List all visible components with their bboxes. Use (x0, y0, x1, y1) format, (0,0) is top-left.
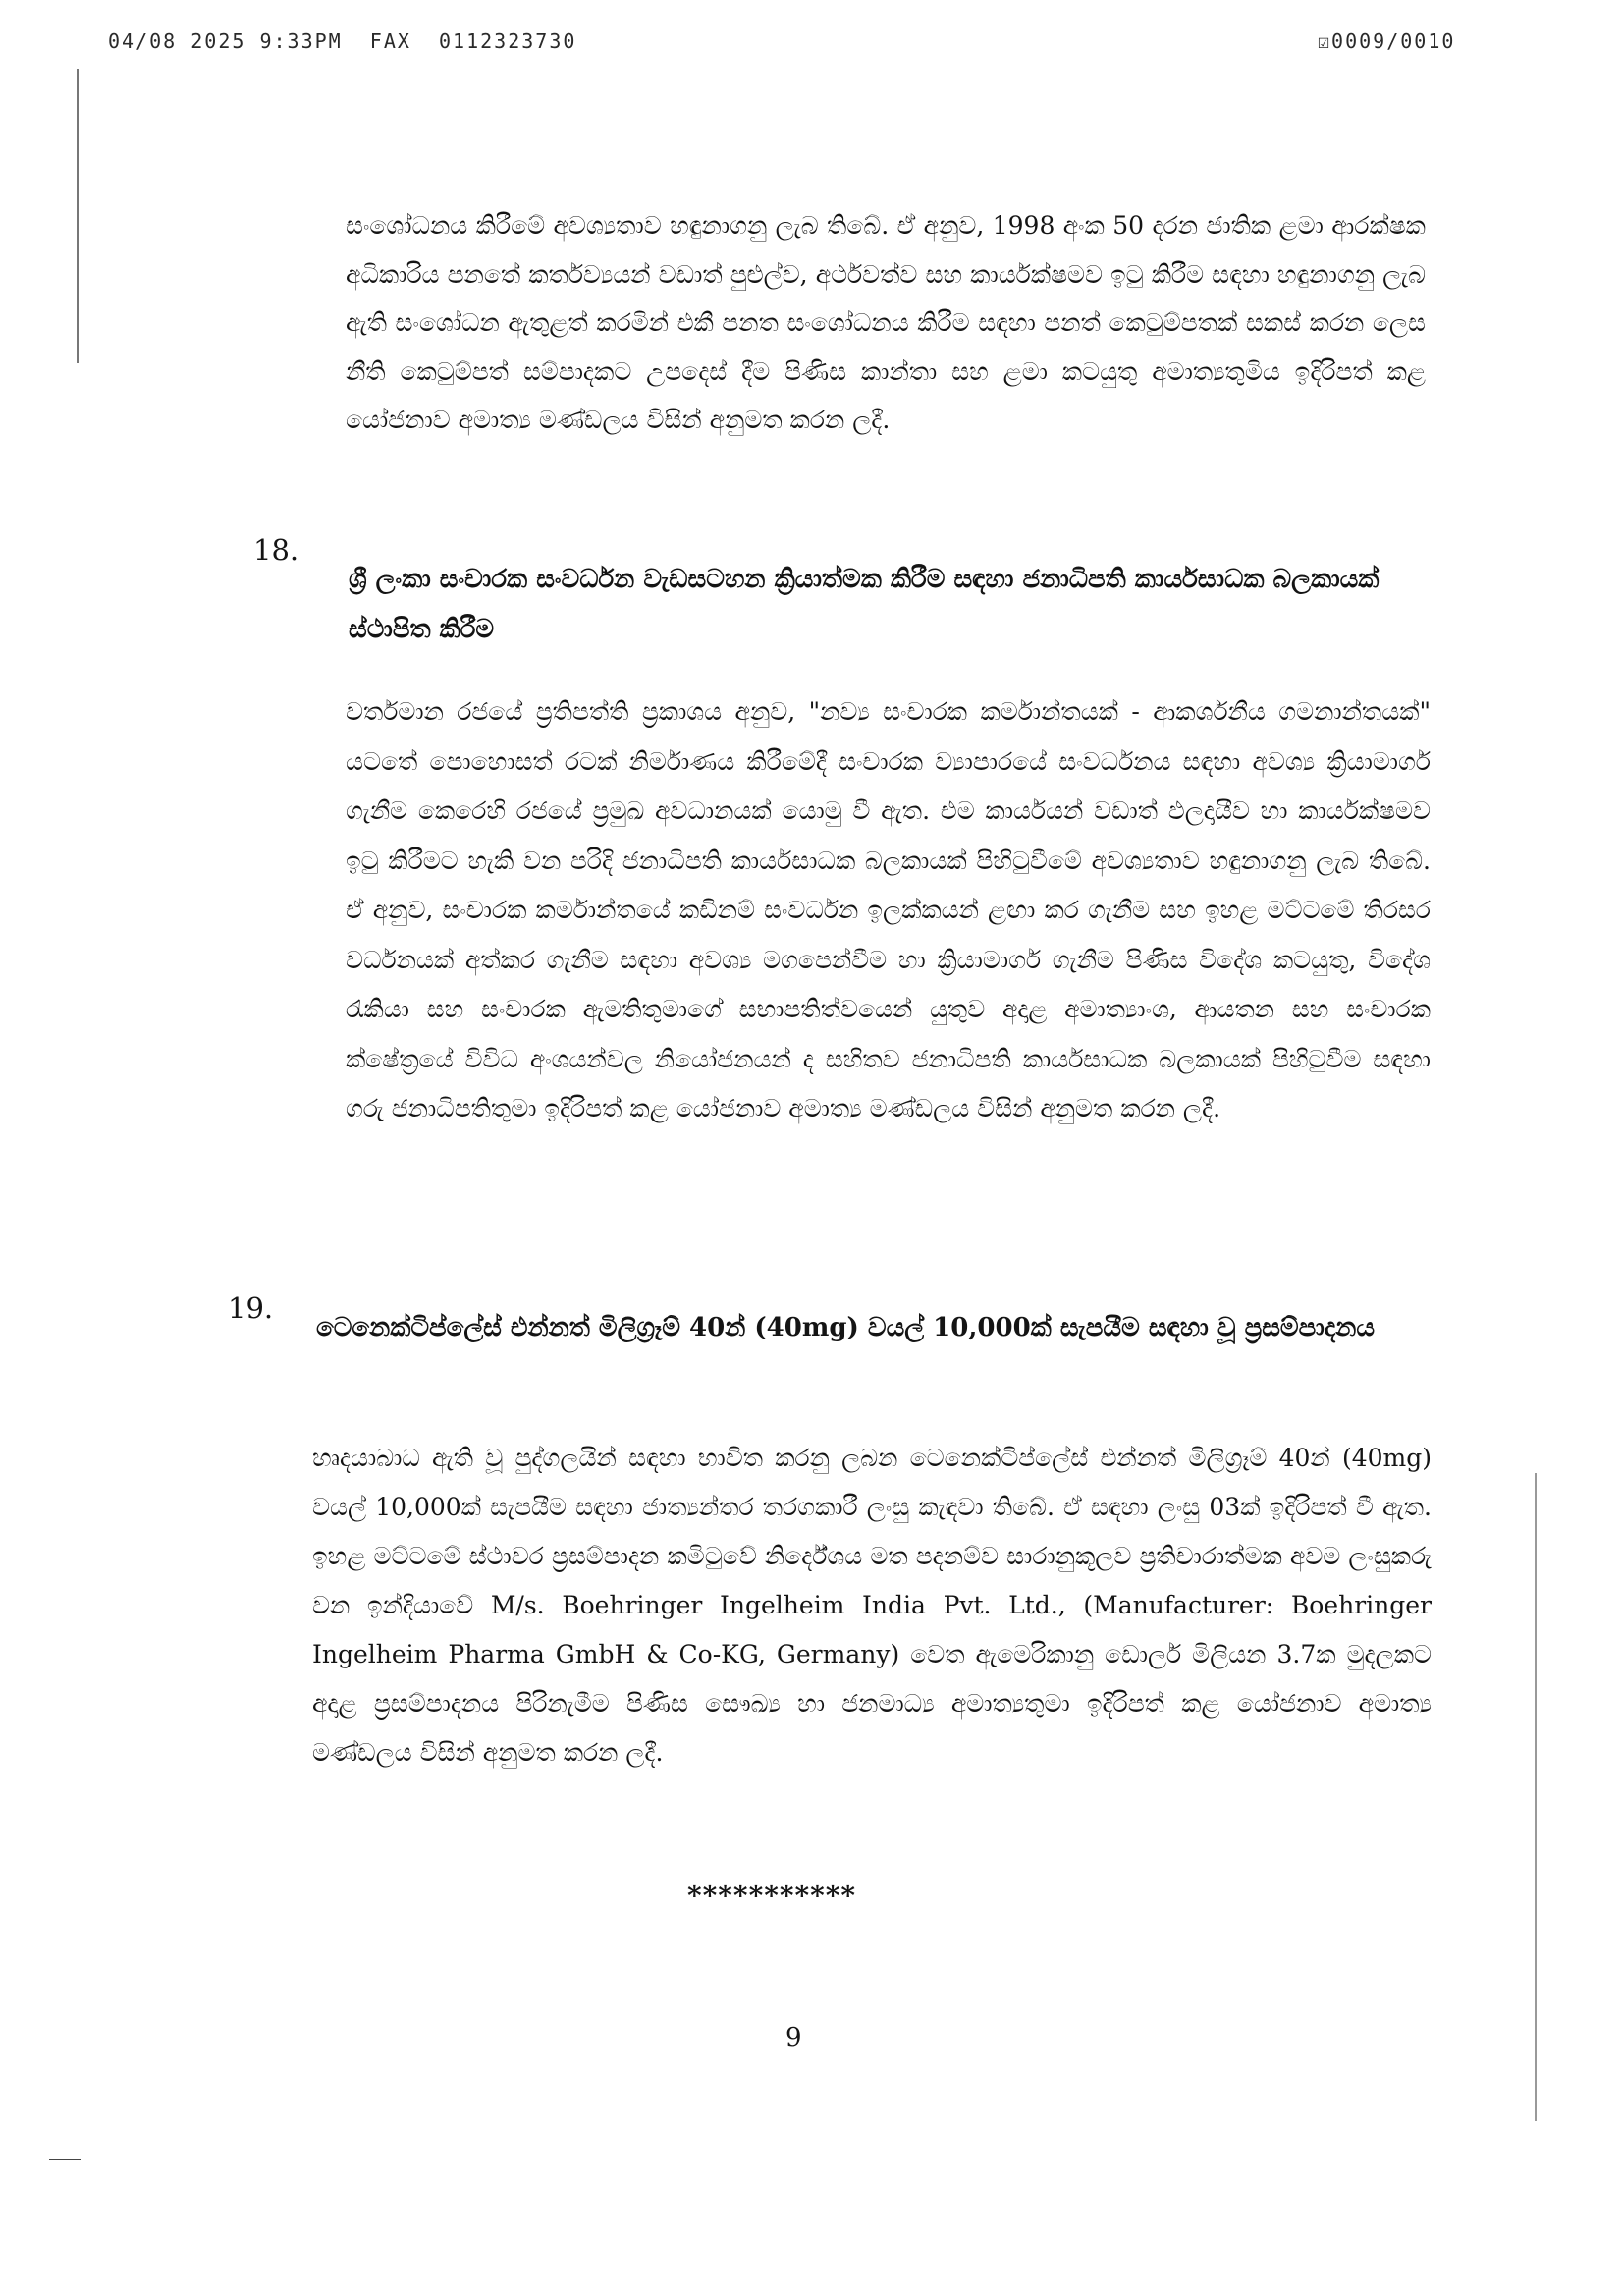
scan-margin-line (77, 69, 79, 363)
fax-header-right: ☑0009/0010 (1318, 29, 1456, 53)
page-number: 9 (785, 2023, 802, 2052)
section-separator: *********** (687, 1880, 857, 1912)
item-18-body: වර්තමාන රජයේ ප්‍රතිපත්ති ප්‍රකාශය අනුව, "නව්‍ය සංචාරක කර්මාන්තයක් - ආකර්ශනීය ගමනාන්තයක්" යටතේ පොහොසත් රටක් නිර්මාණය කිරීමේදී සංචාරක ව්‍යාපාරයේ සංවර්ධනය සඳහා අවශ්‍ය ක්‍රියාමාර්ග ගැනීම කෙරෙහි රජයේ ප්‍රමුඛ අවධානයක් යොමු වී ඇත. එම කාර්යයන් වඩාත් ඵලදායීව හා කාර්යක්ෂමව ඉටු කිරීමට හැකි වන පරිදි ජනාධිපති කාර්යසාධක බලකායක් පිහිටුවීමේ අවශ්‍යතාව හඳුනාගනු ලැබ තිබේ. ඒ අනුව, සංචාරක කර්මාන්තයේ කඩිනම් සංවර්ධන ඉලක්කයන් ළඟා කර ගැනීම සහ ඉහළ මට්ටමේ තිරසර වර්ධනයක් අත්කර ගැනීම සඳහා අවශ්‍ය මගපෙන්වීම හා ක්‍රියාමාර්ග ගැනීම පිණිස විදේශ කටයුතු, විදේශ රැකියා සහ සංචාරක ඇමතිතුමාගේ සභාපතිත්වයෙන් යුතුව අදාළ අමාත්‍යාංශ, ආයතන සහ සංචාරක ක්ෂේත්‍රයේ විවිධ අංශයන්වල නියෝජනයන් ද සහිතව ජනාධිපති කාර්යසාධක බලකායක් පිහිටුවීම සඳහා ගරු ජනාධිපතිතුමා ඉදිරිපත් කළ යෝජනාව අමාත්‍ය මණ්ඩලය විසින් අනුමත කරන ලදී. (346, 697, 1431, 1122)
item-18-number: 18. (253, 533, 299, 567)
item-18-heading: ශ්‍රී ලංකා සංචාරක සංවර්ධන වැඩසටහන ක්‍රියාත්මක කිරීම සඳහා ජනාධිපති කාර්යසාධක බලකායක් ස්ථාපිත කිරීම (349, 565, 1380, 644)
fax-header-left: 04/08 2025 9:33PM FAX 0112323730 (108, 29, 577, 53)
scan-mark (49, 2159, 81, 2160)
item-19-body: හෘදයාබාධ ඇති වූ පුද්ගලයින් සඳහා භාවිත කරනු ලබන ටෙනෙක්ටිප්ලේස් එන්නත් මිලිග්‍රෑම් 40න් (40mg) වයල් 10,000ක් සැපයීම සඳහා ජාත්‍යන්තර තරගකාරී ලංසු කැඳවා තිබේ. ඒ සඳහා ලංසු 03ක් ඉදිරිපත් වී ඇත. ඉහළ මට්ටමේ ස්ථාවර ප්‍රසම්පාදන කමිටුවේ නිර්දේශය මත පදනම්ව සාරානුකූලව ප්‍රතිචාරාත්මක අවම ලංසුකරු වන ඉන්දියාවේ M/s. Boehringer Ingelheim India Pvt. Ltd., (Manufacturer: Boehringer Ingelheim Pharma GmbH & Co-KG, Germany) වෙත ඇමෙරිකානු ඩොලර් මිලියන 3.7ක මුදලකට අදාළ ප්‍රසම්පාදනය පිරිනැමීම පිණිස සෞඛ්‍ය හා ජනමාධ්‍ය අමාත්‍යතුමා ඉදිරිපත් කළ යෝජනාව අමාත්‍ය මණ්ඩලය විසින් අනුමත කරන ලදී. (312, 1444, 1432, 1767)
intro-paragraph: සංශෝධනය කිරීමේ අවශ්‍යතාව හඳුනාගනු ලැබ තිබේ. ඒ අනුව, 1998 අංක 50 දරන ජාතික ළමා ආරක්ෂක අධිකාරිය පනතේ කර්තව්‍යයන් වඩාත් පුළුල්ව, අර්ථවත්ව සහ කාර්යක්ෂමව ඉටු කිරීම සඳහා හඳුනාගනු ලැබ ඇති සංශෝධන ඇතුළත් කරමින් එකී පනත සංශෝධනය කිරීම සඳහා පනත් කෙටුම්පතක් සකස් කරන ලෙස නීති කෙටුම්පත් සම්පාදකට උපදෙස් දීම පිණිස කාන්තා සහ ළමා කටයුතු අමාත්‍යතුමිය ඉදිරිපත් කළ යෝජනාව අමාත්‍ය මණ්ඩලය විසින් අනුමත කරන ලදී. (346, 211, 1426, 434)
item-19-number: 19. (228, 1291, 274, 1325)
scan-margin-line-right (1535, 1473, 1537, 2121)
item-19-heading: ටෙනෙක්ටිප්ලේස් එන්නත් මිලිග්‍රෑම් 40න් (40mg) වයල් 10,000ක් සැපයීම සඳහා වූ ප්‍රසම්පාදනය (316, 1313, 1376, 1342)
